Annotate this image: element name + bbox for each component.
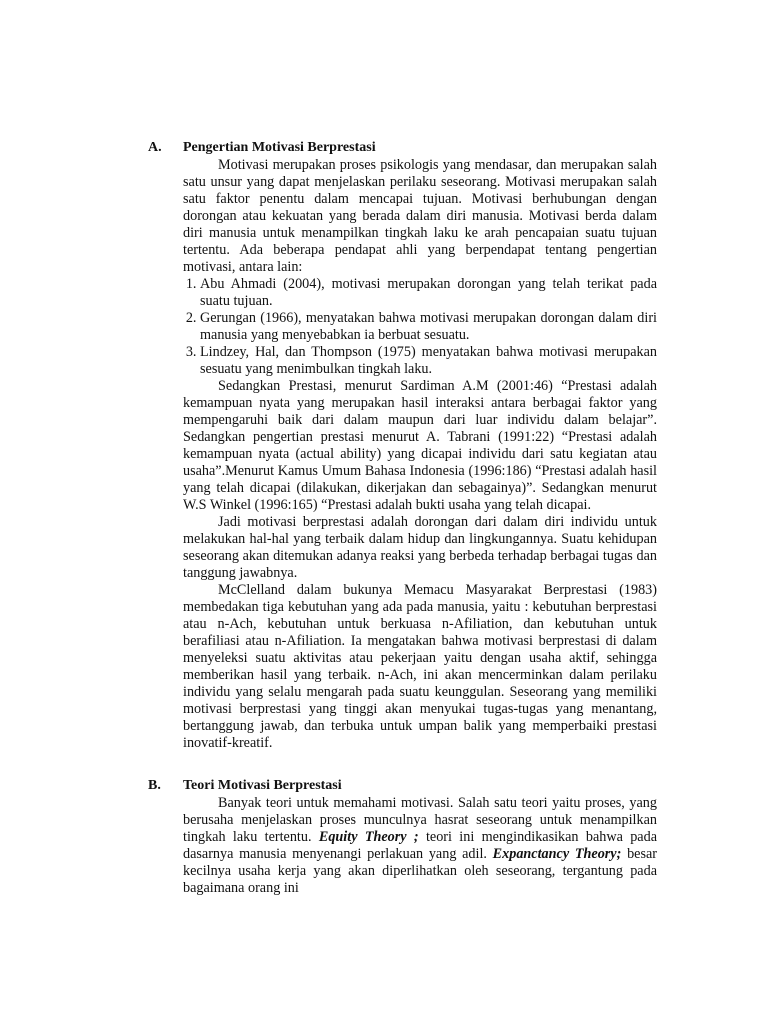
teori-text-3: besar kecilnya usaha kerja yang akan diperlihatkan oleh seseorang, tergantung pada bagaimana orang ini	[183, 846, 657, 896]
paragraph-prestasi: Sedangkan Prestasi, menurut Sardiman A.M (2001:46) “Prestasi adalah kemampuan nyata yang merupakan hasil interaksi antara berbagai faktor yang mempengaruhi baik dari dalam maupun dari luar individu dalam belajar”. Sedangkan pengertian prestasi menurut A. Tabrani (1991:22) “Prestasi adalah kemampuan nyata (actual ability) yang dicapai individu dari satu kegiatan atau usaha”.Menurut Kamus Umum Bahasa Indonesia (1996:186) “Prestasi adalah hasil yang telah dicapai (dilakukan, dikerjakan dan sebagainya)”. Sedangkan menurut W.S Winkel (1996:165) “Prestasi adalah bukti usaha yang telah dicapai.	[183, 378, 657, 513]
section-a	[148, 139, 658, 752]
section-a-letter: A.	[148, 140, 162, 155]
teori-text-2: teori ini mengindikasikan bahwa pada dasarnya manusia menyenangi perlakuan yang adil.	[183, 829, 657, 862]
section-a-title: Pengertian Motivasi Berprestasi	[183, 140, 376, 155]
teori-text-1: Banyak teori untuk memahami motivasi. Salah satu teori yaitu proses, yang berusaha menjelaskan proses munculnya hasrat seseorang untuk menampilkan tingkah laku tertentu.	[183, 795, 657, 845]
section-b	[148, 777, 658, 897]
list-item: 2. Gerungan (1966), menyatakan bahwa motivasi merupakan dorongan dalam diri manusia yang menyebabkan ia berbuat sesuatu.	[200, 310, 657, 344]
section-a-heading	[148, 139, 658, 157]
section-a-body	[183, 157, 657, 752]
paragraph-teori	[183, 795, 657, 897]
section-b-body	[183, 795, 657, 897]
list-item: 3. Lindzey, Hal, dan Thompson (1975) menyatakan bahwa motivasi merupakan sesuatu yang menimbulkan tingkah laku.	[200, 344, 657, 378]
paragraph-intro: Motivasi merupakan proses psikologis yang mendasar, dan merupakan salah satu unsur yang dapat menjelaskan perilaku seseorang. Motivasi merupakan salah satu faktor penentu dalam mencapai tujuan. Motivasi berhubungan dengan dorongan atau kekuatan yang berada dalam diri manusia. Motivasi berda dalam diri manusia untuk menampilkan tingkah laku ke arah pencapaian suatu tujuan tertentu. Ada beberapa pendapat ahli yang berpendapat tentang pengertian motivasi, antara lain:	[183, 157, 657, 275]
expectancy-theory-term: Expanctancy Theory;	[492, 846, 622, 862]
paragraph-mcclelland: McClelland dalam bukunya Memacu Masyarakat Berprestasi (1983) membedakan tiga kebutuhan yang ada pada manusia, yaitu : kebutuhan berprestasi atau n-Ach, kebutuhan untuk berkuasa n-Afiliation, dan kebutuhan untuk berafiliasi atau n-Afiliation. Ia mengatakan bahwa motivasi berprestasi di dalam menyeleksi suatu aktivitas atau pekerjaan yaitu dengan usaha aktif, sehingga memberikan hasil yang terbaik. n-Ach, ini akan mencerminkan dalam perilaku individu yang selalu mengarah pada suatu keunggulan. Seseorang yang memiliki motivasi berprestasi yang tinggi akan menyukai tugas-tugas yang menantang, bertanggung jawab, dan terbuka untuk umpan balik yang memperbaiki prestasi inovatif-kreatif.	[183, 582, 657, 751]
expert-opinion-list	[183, 276, 657, 378]
equity-theory-term: Equity Theory ;	[318, 829, 419, 845]
section-b-title: Teori Motivasi Berprestasi	[183, 778, 342, 793]
list-item: 1. Abu Ahmadi (2004), motivasi merupakan dorongan yang telah terikat pada suatu tujuan.	[200, 276, 657, 310]
section-b-letter: B.	[148, 778, 161, 793]
paragraph-jadi: Jadi motivasi berprestasi adalah dorongan dari dalam diri individu untuk melakukan hal-hal yang terbaik dalam hidup dan lingkungannya. Suatu kehidupan seseorang akan ditemukan adanya reaksi yang berbeda terhadap berbagai tugas dan tanggung jawabnya.	[183, 514, 657, 581]
section-b-heading	[148, 777, 658, 795]
